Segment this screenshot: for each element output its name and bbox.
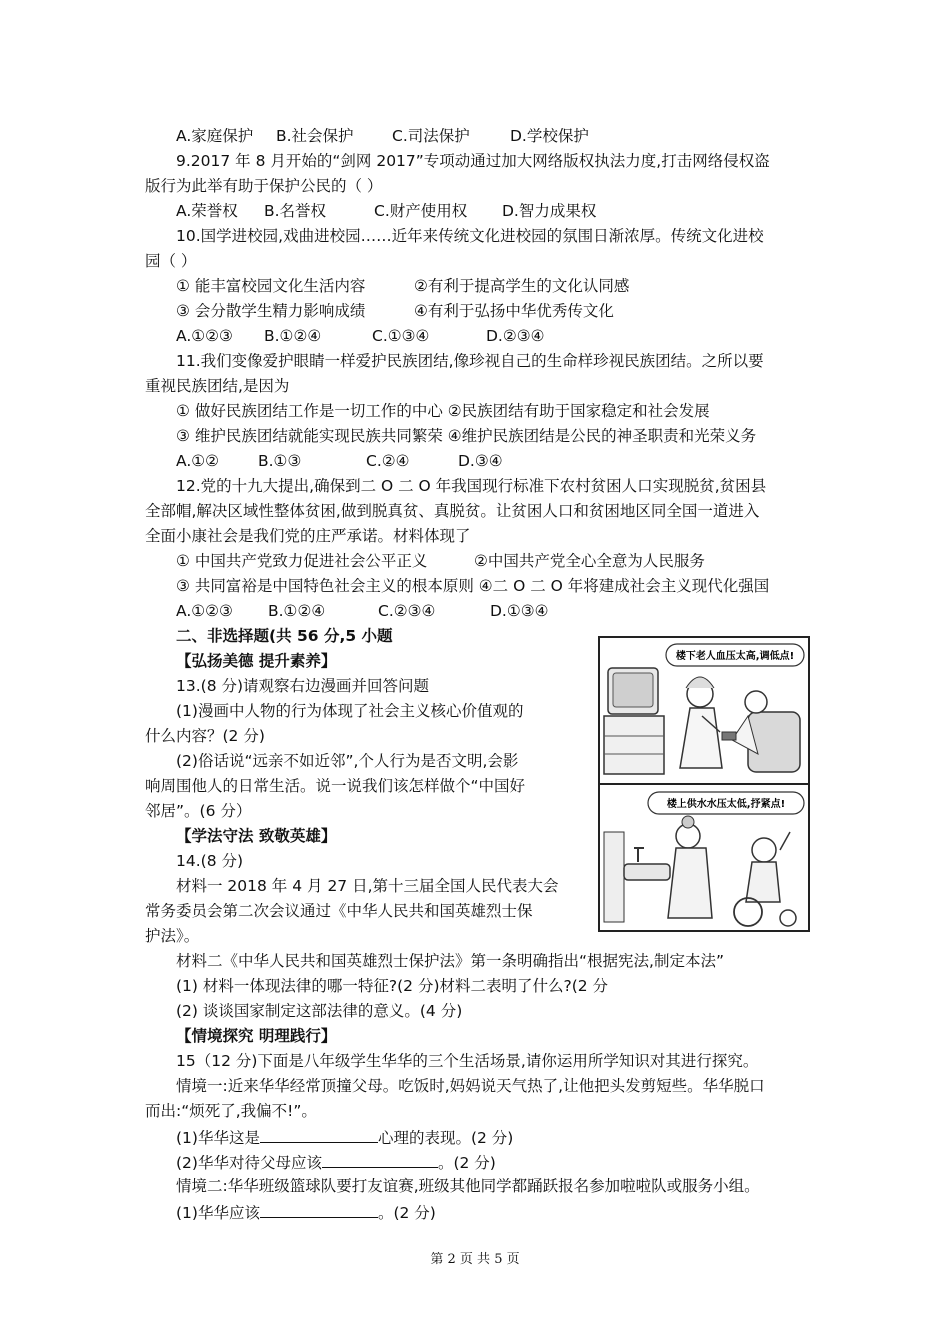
q10-item-1: ① 能丰富校园文化生活内容 <box>176 277 366 295</box>
cartoon-image <box>598 636 810 932</box>
q11-option-b: B.①③ <box>258 452 302 470</box>
q12-item-2: ②中国共产党全心全意为人民服务 <box>474 552 705 570</box>
q15-scene1-line1: 情境一:近来华华经常顶撞父母。吃饭时,妈妈说天气热了,让他把头发剪短些。华华脱口 <box>176 1077 765 1095</box>
q11-items-row1: ① 做好民族团结工作是一切工作的中心 ②民族团结有助于国家稳定和社会发展 <box>176 402 710 420</box>
q12-option-b: B.①②④ <box>268 602 326 620</box>
q12-stem-line2: 全部帽,解决区域性整体贫困,做到脱真贫、真脱贫。让贫困人口和贫困地区同全国一道进入 <box>145 502 760 520</box>
q11-stem-line1: 11.我们变像爱护眼睛一样爱护民族团结,像珍视自己的生命样珍视民族团结。之所以要 <box>176 352 764 370</box>
q10-option-b: B.①②④ <box>264 327 322 345</box>
q12-item-1: ① 中国共产党致力促进社会公平正义 <box>176 552 428 570</box>
q8-option-b: B.社会保护 <box>276 127 354 145</box>
q14-material1-line3: 护法》。 <box>145 927 200 945</box>
q11-stem-line2: 重视民族团结,是因为 <box>145 377 290 395</box>
q9-stem-line1: 9.2017 年 8 月开始的“剑网 2017”专项动通过加大网络版权执法力度,打击网络侵权盗 <box>176 152 770 170</box>
q11-option-d: D.③④ <box>458 452 503 470</box>
q9-option-c: C.财产使用权 <box>374 202 468 220</box>
q10-item-2: ②有利于提高学生的文化认同感 <box>414 277 630 295</box>
q11-options <box>176 449 503 473</box>
q10-item-4: ④有利于弘扬中华优秀传文化 <box>414 302 614 320</box>
q13-head: 13.(8 分)请观察右边漫画并回答问题 <box>176 677 430 695</box>
page-footer: 第 2 页 共 5 页 <box>430 1252 520 1267</box>
q8-option-a: A.家庭保护 <box>176 127 254 145</box>
q15-scene2-q1-prefix: (1)华华应该 <box>176 1204 260 1222</box>
q15-scene1-q2 <box>176 1149 496 1175</box>
q15-scene1-q1-suffix: 心理的表现。(2 分) <box>377 1129 514 1147</box>
q13-sub2-line3: 邻居”。(6 分） <box>145 802 252 820</box>
q10-options <box>176 324 545 348</box>
q12-stem-line3: 全面小康社会是我们党的庄严承诺。材料体现了 <box>145 527 471 545</box>
q11-items-row2: ③ 维护民族团结就能实现民族共同繁荣 ④维护民族团结是公民的神圣职责和光荣义务 <box>176 427 757 445</box>
q10-option-c: C.①③④ <box>372 327 430 345</box>
q10-stem-line1: 10.国学进校园,戏曲进校园……近年来传统文化进校园的氛围日渐浓厚。传统文化进校 <box>176 227 764 245</box>
answer-blank[interactable] <box>322 1149 438 1168</box>
q12-option-c: C.②③④ <box>378 602 436 620</box>
q15-scene1-q1 <box>176 1124 513 1150</box>
q10-stem-line2: 园（ ） <box>145 252 197 270</box>
q14-sub2: (2) 谈谈国家制定这部法律的意义。(4 分) <box>176 1002 463 1020</box>
q13-sub2-line1: (2)俗话说“远亲不如近邻”,个人行为是否文明,会影 <box>176 752 519 770</box>
q11-option-a: A.①② <box>176 452 220 470</box>
q13-sub1-line1: (1)漫画中人物的行为体现了社会主义核心价值观的 <box>176 702 524 720</box>
q15-scene1-line2: 而出:“烦死了,我偏不!”。 <box>145 1102 317 1120</box>
q12-option-a: A.①②③ <box>176 602 233 620</box>
q12-items-row1 <box>176 549 705 573</box>
q12-items-row2: ③ 共同富裕是中国特色社会主义的根本原则 ④二 O 二 O 年将建成社会主义现代化强国 <box>176 577 770 595</box>
q14-head: 14.(8 分) <box>176 852 244 870</box>
q10-item-3: ③ 会分散学生精力影响成绩 <box>176 302 366 320</box>
section2-title: 二、非选择题(共 56 分,5 小题 <box>176 627 393 645</box>
q12-option-d: D.①③④ <box>490 602 549 620</box>
q15-scene1-q1-prefix: (1)华华这是 <box>176 1129 260 1147</box>
q15-scene2-q1 <box>176 1199 436 1225</box>
q15-scene2-q1-suffix: 。(2 分) <box>377 1204 436 1222</box>
q10-items-row2 <box>176 299 614 323</box>
q8-option-c: C.司法保护 <box>392 127 470 145</box>
answer-blank[interactable] <box>260 1124 378 1143</box>
q8-option-d: D.学校保护 <box>510 127 589 145</box>
q14-material1-line1: 材料一 2018 年 4 月 27 日,第十三届全国人民代表大会 <box>176 877 559 895</box>
q14-sub1: (1) 材料一体现法律的哪一特征?(2 分)材料二表明了什么?(2 分 <box>176 977 609 995</box>
q9-options <box>176 199 596 223</box>
section-heading-scenario: 【情境探究 明理践行】 <box>176 1027 337 1045</box>
q15-scene1-q2-suffix: 。(2 分) <box>437 1154 496 1172</box>
q12-options <box>176 599 549 623</box>
q8-options <box>176 124 589 148</box>
q15-scene2-line1: 情境二:华华班级篮球队要打友谊赛,班级其他同学都踊跃报名参加啦啦队或服务小组。 <box>176 1177 760 1195</box>
q10-option-d: D.②③④ <box>486 327 545 345</box>
q9-stem-line2: 版行为此举有助于保护公民的（ ） <box>145 177 383 195</box>
q15-head: 15（12 分)下面是八年级学生华华的三个生活场景,请你运用所学知识对其进行探究。 <box>176 1052 759 1070</box>
cartoon-caption-top: 楼下老人血压太高,调低点! <box>675 651 795 662</box>
q12-stem-line1: 12.党的十九大提出,确保到二 O 二 O 年我国现行标准下农村贫困人口实现脱贫,贫困县 <box>176 477 767 495</box>
q9-option-a: A.荣誉权 <box>176 202 238 220</box>
q13-sub1-line2: 什么内容？(2 分) <box>145 727 265 745</box>
section-heading-law: 【学法守法 致敬英雄】 <box>176 827 337 845</box>
q11-option-c: C.②④ <box>366 452 410 470</box>
answer-blank[interactable] <box>260 1199 378 1218</box>
cartoon-caption-bottom: 楼上供水水压太低,抒紧点! <box>666 799 786 810</box>
q13-sub2-line2: 响周围他人的日常生活。说一说我们该怎样做个“中国好 <box>145 777 526 795</box>
q14-material1-line2: 常务委员会第二次会议通过《中华人民共和国英雄烈士保 <box>145 902 533 920</box>
section-heading-virtue: 【弘扬美德 提升素养】 <box>176 652 337 670</box>
q14-material2: 材料二《中华人民共和国英雄烈士保护法》第一条明确指出“根据宪法,制定本法” <box>176 952 724 970</box>
q9-option-b: B.名誉权 <box>264 202 327 220</box>
q15-scene1-q2-prefix: (2)华华对待父母应该 <box>176 1154 322 1172</box>
q10-option-a: A.①②③ <box>176 327 233 345</box>
q10-items-row1 <box>176 274 629 298</box>
q9-option-d: D.智力成果权 <box>502 202 597 220</box>
